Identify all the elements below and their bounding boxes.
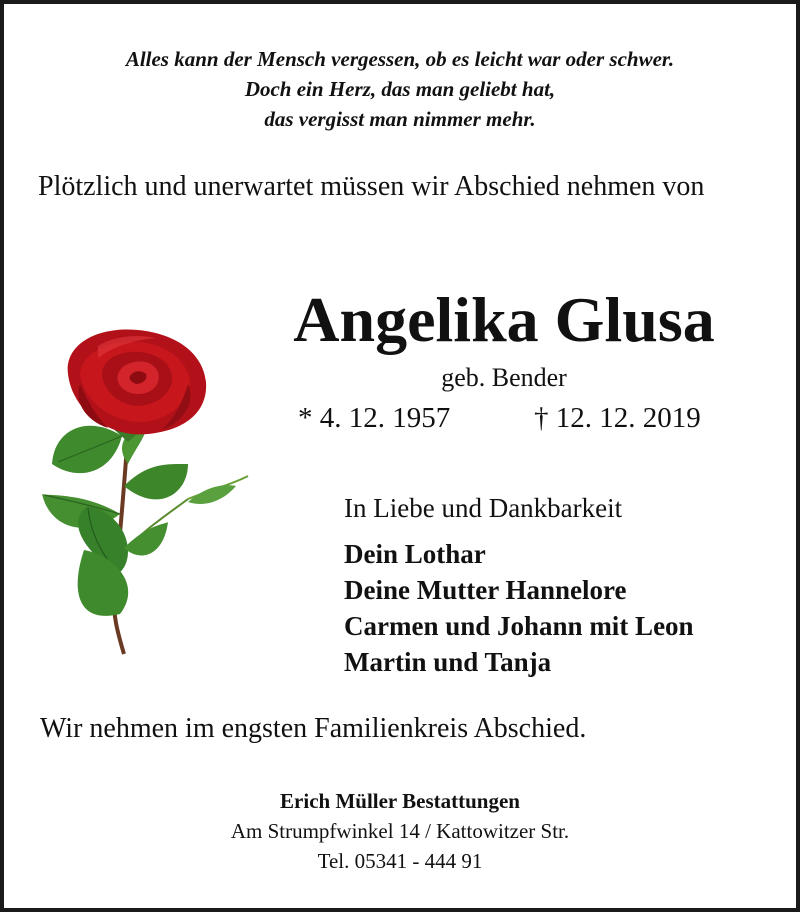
mourner-item: Deine Mutter Hannelore [344, 575, 627, 605]
undertaker-block [4, 786, 796, 876]
undertaker-address: Am Strumpfwinkel 14 / Kattowitzer Str. [230, 819, 570, 843]
mourner-item: Carmen und Johann mit Leon [344, 611, 694, 641]
thanks-line: In Liebe und Dankbarkeit [344, 493, 623, 523]
undertaker-phone: Tel. 05341 - 444 91 [317, 849, 483, 873]
deceased-name: Angelika Glusa [293, 284, 715, 355]
birth-name: geb. Bender [441, 363, 567, 392]
birth-date: * 4. 12. 1957 [298, 402, 451, 434]
red-rose-icon [38, 324, 258, 669]
intro-text: Plötzlich und unerwartet müssen wir Abschied nehmen von [38, 171, 705, 202]
undertaker-name: Erich Müller Bestattungen [280, 789, 520, 813]
closing-text: Wir nehmen im engsten Familienkreis Abschied. [40, 713, 587, 744]
motto-line-1: Alles kann der Mensch vergessen, ob es leicht war oder schwer. [125, 47, 675, 71]
death-date: † 12. 12. 2019 [534, 402, 701, 434]
motto-line-2: Doch ein Herz, das man geliebt hat, [244, 77, 556, 101]
motto-line-3: das vergisst man nimmer mehr. [264, 107, 536, 131]
mourners-list [344, 536, 694, 680]
mourner-item: Martin und Tanja [344, 647, 552, 677]
motto-verse [4, 44, 796, 134]
mourner-item: Dein Lothar [344, 539, 486, 569]
